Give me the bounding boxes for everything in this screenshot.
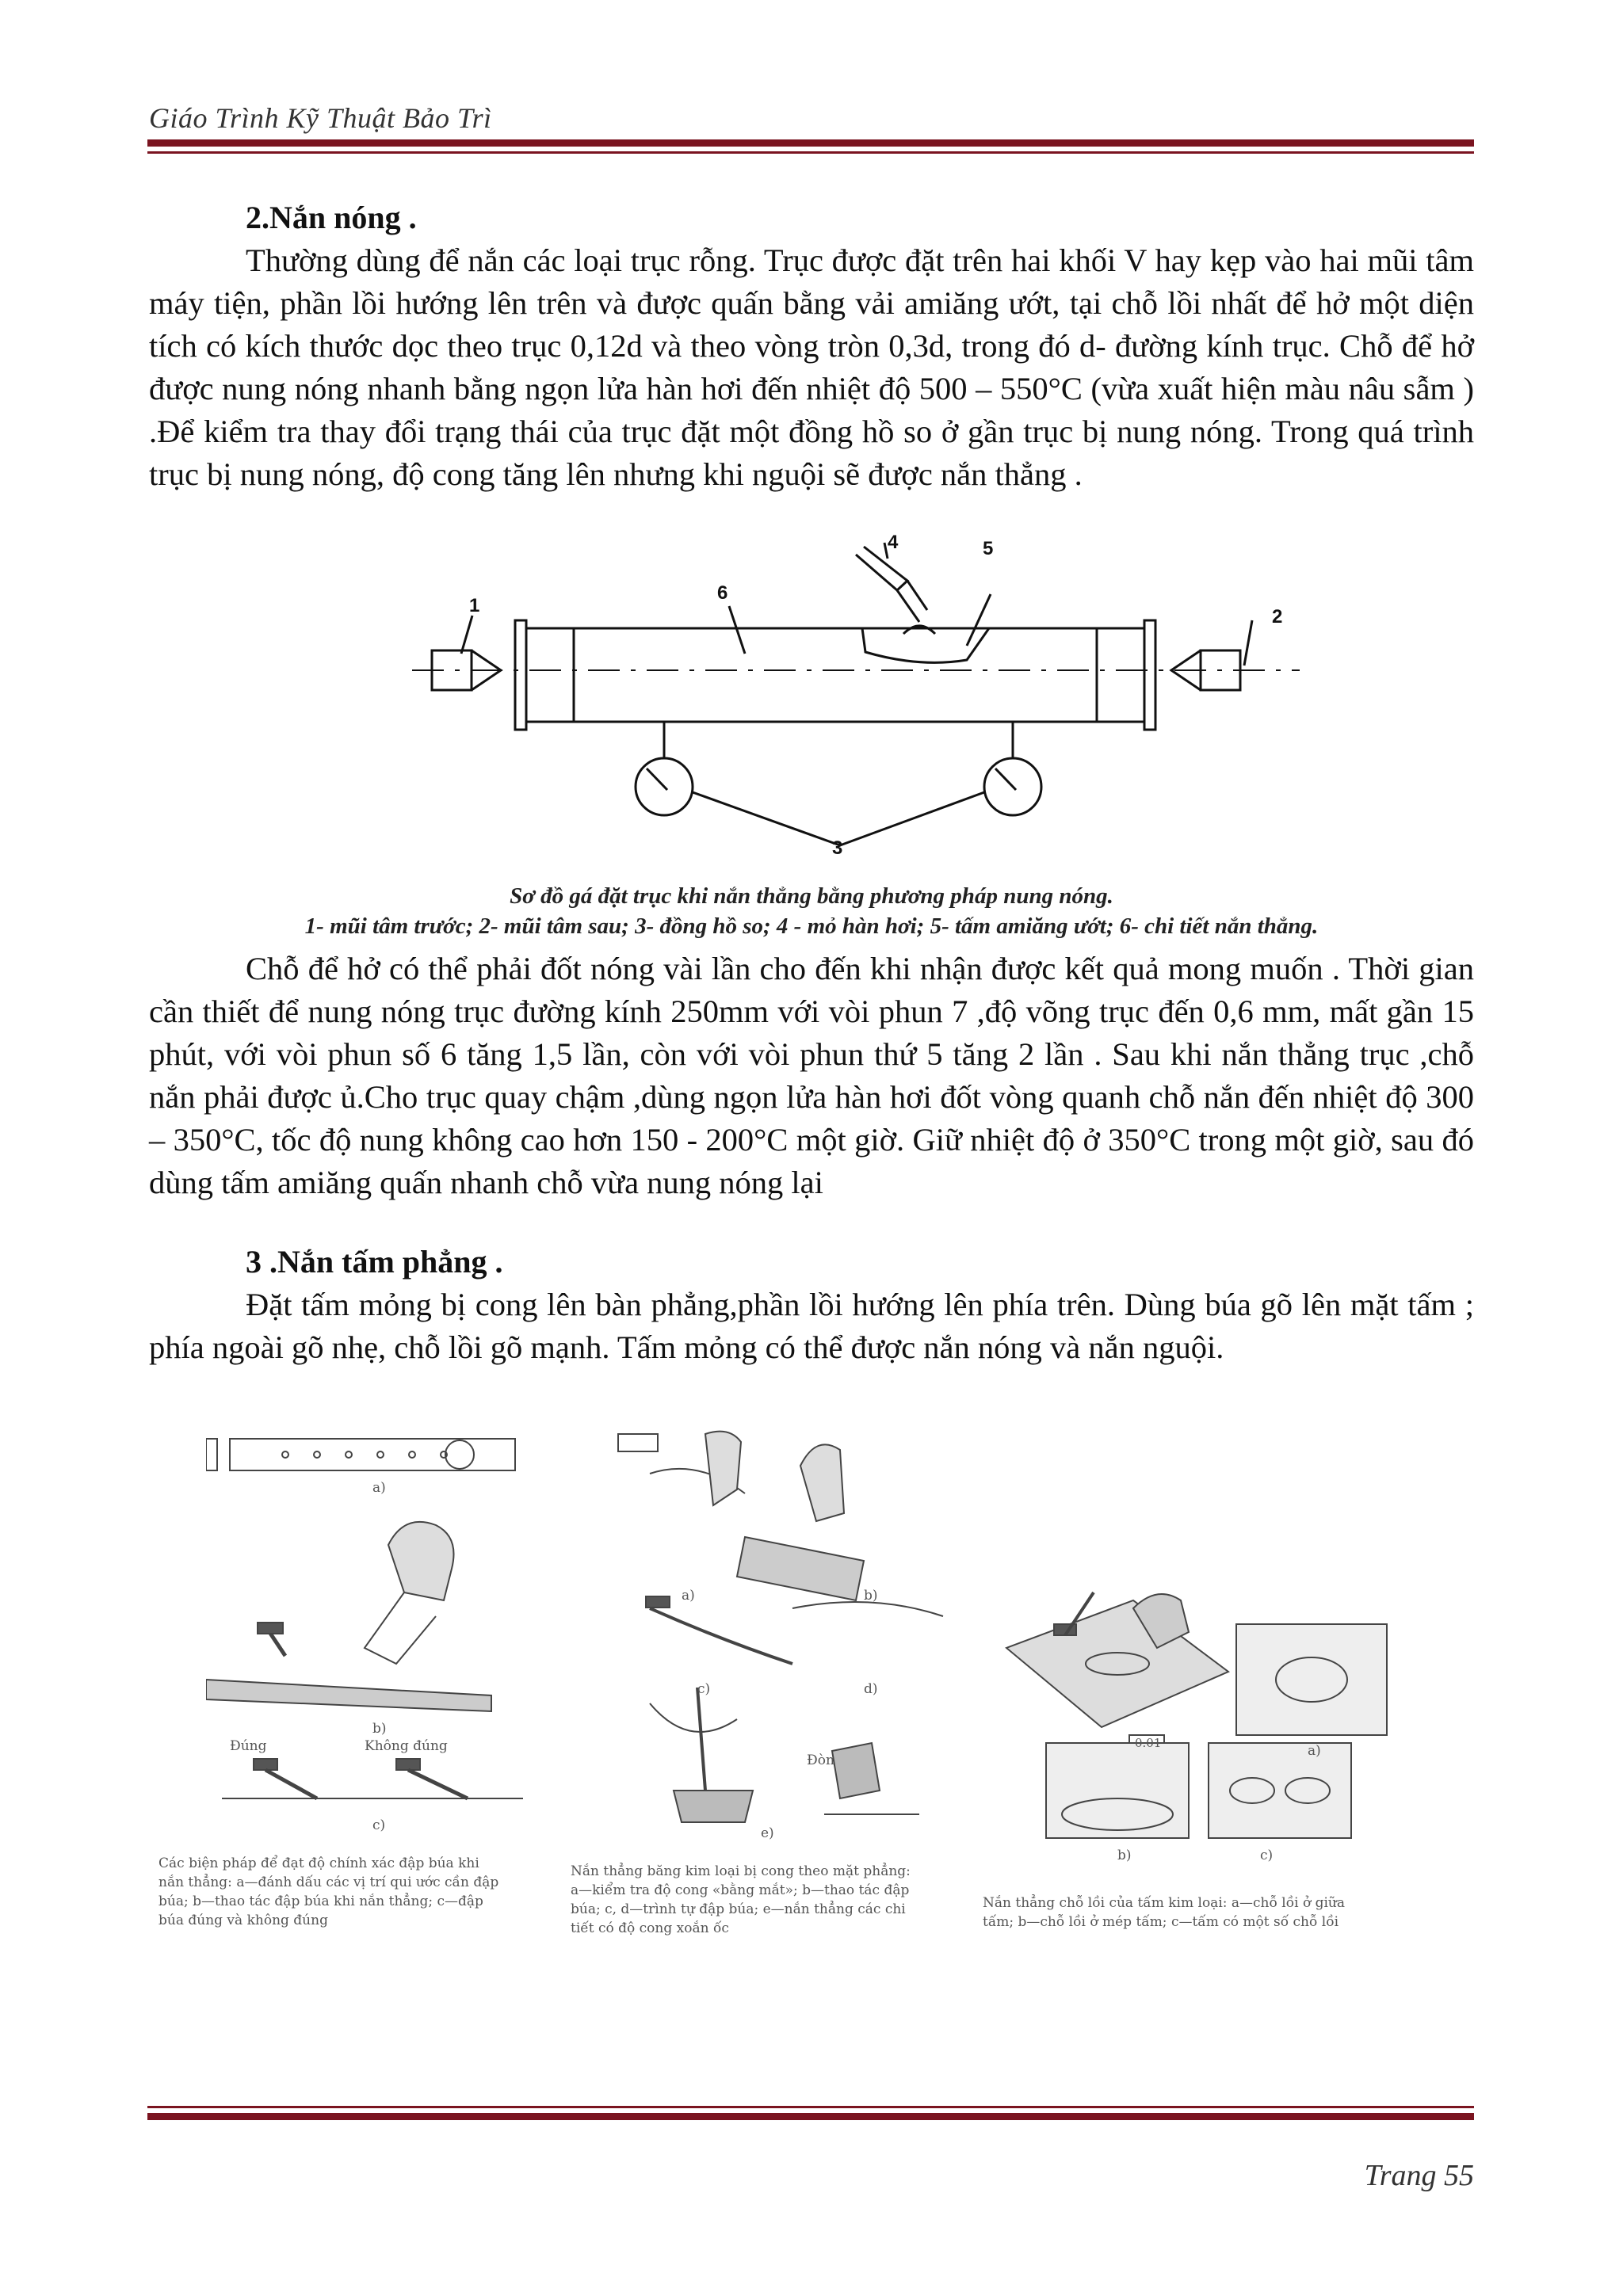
figure1-label-5: 5 <box>983 538 994 559</box>
panel-b-label-b: b) <box>864 1588 878 1604</box>
panel-a-tag-incorrect: Không đúng <box>365 1738 448 1754</box>
section-2 <box>149 196 1474 496</box>
footer-rule-thick <box>147 2113 1474 2120</box>
page-number: Trang 55 <box>1364 2159 1474 2192</box>
figure1-label-6: 6 <box>717 582 728 604</box>
panel-a-label-c: c) <box>372 1817 386 1833</box>
section-3-paragraph: Đặt tấm mỏng bị cong lên bàn phẳng,phần lồi hướng lên phía trên. Dùng búa gõ lên mặt tấm ; phía ngoài gõ nhẹ, chỗ lồi gõ mạnh. Tấm mỏng có thể được nắn nóng và nắn nguội. <box>149 1287 1474 1365</box>
figure1-label-2: 2 <box>1272 606 1283 627</box>
figure1-caption <box>149 881 1474 941</box>
panel-c-label-c: c) <box>1260 1848 1274 1863</box>
figure1-label-3: 3 <box>832 837 843 859</box>
panel-b-label-d: d) <box>864 1681 878 1697</box>
panel-b-label-e: e) <box>761 1825 774 1841</box>
panel-b-tag-lever: Đòn <box>807 1753 834 1768</box>
panel-b-label-c: c) <box>697 1681 711 1697</box>
panel-b-caption: Nắn thẳng băng kim loại bị cong theo mặt phẳng: a—kiểm tra độ cong «bằng mắt»; b—thao tác đập búa; c, d—trình tự đập búa; e—nắn thẳng các chi tiết có độ cong xoắn ốc <box>571 1863 911 1936</box>
hammering-accuracy-illustration <box>158 1426 555 1997</box>
section-2b-paragraph: Chỗ để hở có thể phải đốt nóng vài lần cho đến khi nhận được kết quả mong muốn . Thời gian cần thiết để nung nóng trục đường kính 250mm với vòi phun 7 ,độ võng trục đến 0,6 mm, mất gần 15 phút, với vòi phun số 6 tăng 1,5 lần, còn với vòi phun thứ 5 tăng 2 lần . Sau khi nắn thẳng trục ,chỗ nắn phải được ủ.Cho trục quay chậm ,dùng ngọn lửa hàn hơi đốt vòng quanh chỗ nắn đến nhiệt độ 300 – 350°C, tốc độ nung không cao hơn 150 - 200°C một giờ. Giữ nhiệt độ ở 350°C trong một giờ, sau đó dùng tấm amiăng quấn nhanh chỗ vừa nung nóng lại <box>149 951 1474 1200</box>
figure1-label-4: 4 <box>888 532 899 553</box>
figure1-caption-legend: 1- mũi tâm trước; 2- mũi tâm sau; 3- đồng hồ so; 4 - mỏ hàn hơi; 5- tấm amiăng ướt; 6- chi tiết nắn thẳng. <box>304 913 1319 939</box>
shaft-heating-diagram <box>412 527 1300 860</box>
figure1-caption-title: Sơ đồ gá đặt trục khi nắn thẳng bằng phương pháp nung nóng. <box>510 883 1113 909</box>
section-2-continued <box>149 948 1474 1204</box>
section-2-heading: 2.Nắn nóng . <box>246 200 417 235</box>
section-3 <box>149 1241 1474 1369</box>
figure1-label-1: 1 <box>469 595 480 616</box>
panel-a-label-b: b) <box>372 1721 387 1737</box>
running-header-title: Giáo Trình Kỹ Thuật Bảo Trì <box>149 102 492 134</box>
section-2-paragraph: Thường dùng để nắn các loại trục rỗng. Trục được đặt trên hai khối V hay kẹp vào hai mũi tâm máy tiện, phần lồi hướng lên trên và được quấn bằng vải amiăng ướt, tại chỗ lồi nhất để hở một diện tích có kích thước dọc theo trục 0,12d và theo vòng tròn 0,3d, trong đó d- đường kính trục. Chỗ để hở được nung nóng nhanh bằng ngọn lửa hàn hơi đến nhiệt độ 500 – 550°C (vừa xuất hiện màu nâu sẫm ) .Để kiểm tra thay đổi trạng thái của trục đặt một đồng hồ so ở gần trục bị nung nóng. Trong quá trình trục bị nung nóng, độ cong tăng lên nhưng khi nguội sẽ được nắn thẳng . <box>149 242 1474 492</box>
panel-a-caption: Các biện pháp để đạt độ chính xác đập búa khi nắn thẳng: a—đánh dấu các vị trí qui ước cần đập búa; b—thao tác đập búa khi nắn thẳng; c—đập búa đúng và không đúng <box>158 1855 499 1928</box>
section-3-heading: 3 .Nắn tấm phẳng . <box>246 1244 503 1280</box>
panel-b-label-a: a) <box>682 1588 695 1604</box>
panel-a-tag-correct: Đúng <box>230 1738 267 1754</box>
panel-c-label-a: a) <box>1308 1743 1321 1759</box>
panel-a-label-a: a) <box>372 1480 386 1496</box>
header-rule-thick <box>147 139 1474 147</box>
header-rule-thin <box>147 151 1474 154</box>
panel-c-tag-tolerance: 0.01 <box>1135 1736 1162 1750</box>
footer-rule-thin <box>147 2106 1474 2108</box>
strip-straightening-illustration <box>571 1418 967 2004</box>
plate-bulge-illustration <box>983 1577 1395 1973</box>
panel-c-caption: Nắn thẳng chỗ lồi của tấm kim loại: a—chỗ lồi ở giữa tấm; b—chỗ lồi ở mép tấm; c—tấm có một số chỗ lồi <box>983 1895 1346 1930</box>
panel-c-label-b: b) <box>1117 1848 1132 1863</box>
